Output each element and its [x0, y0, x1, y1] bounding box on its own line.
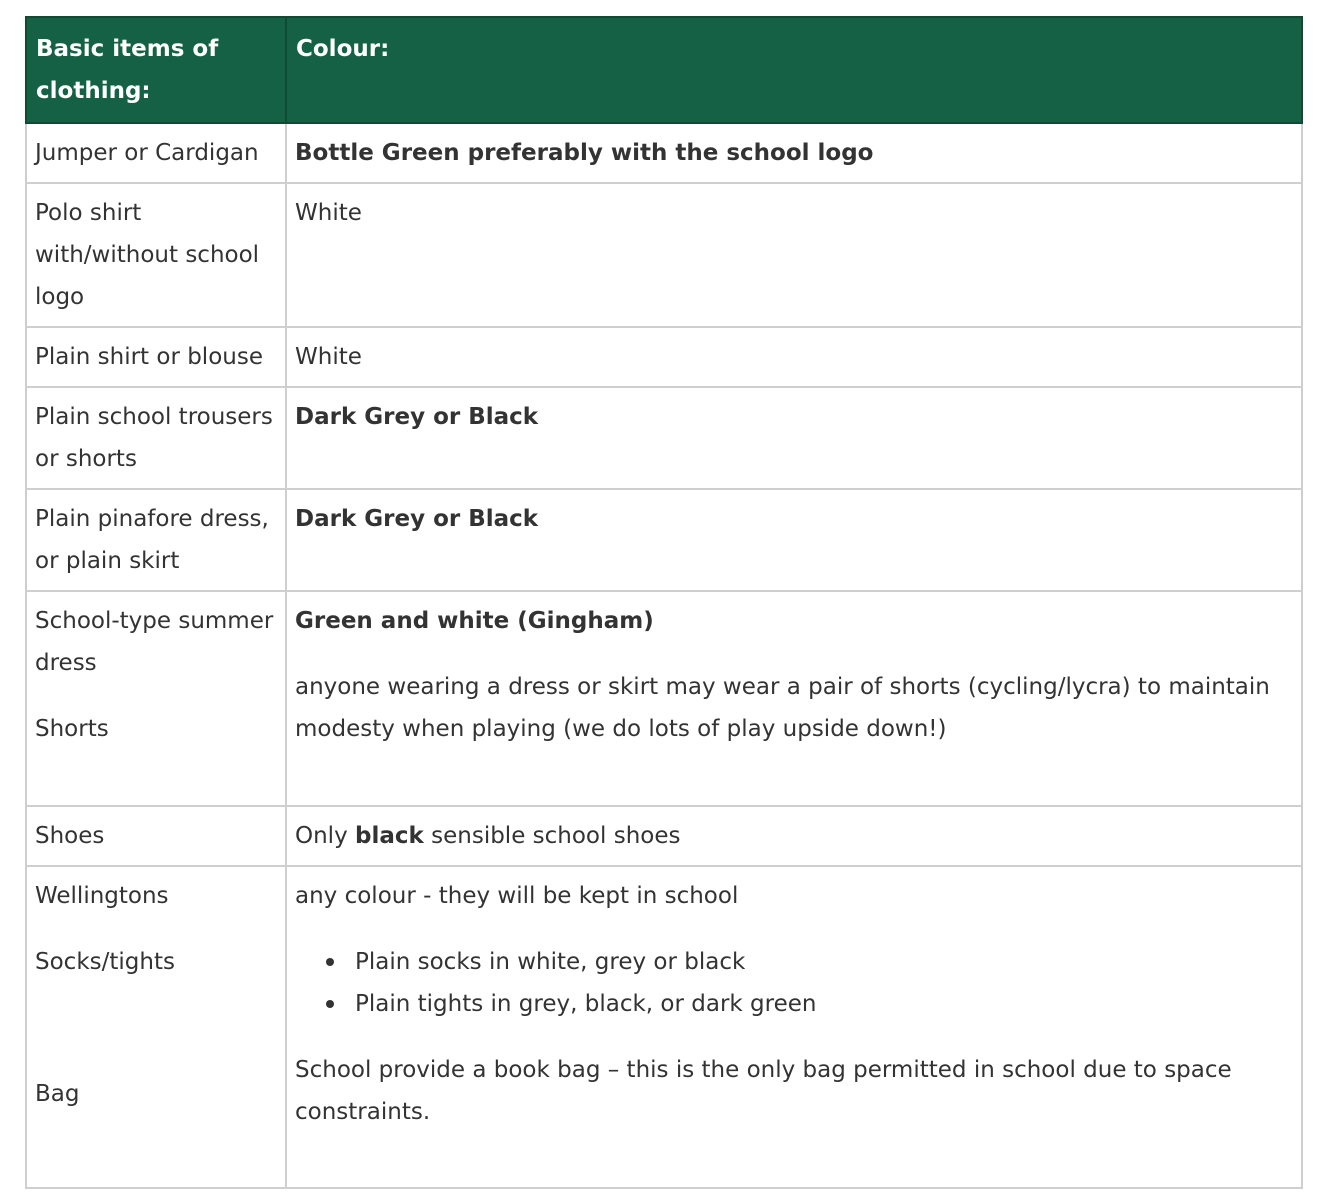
item-bag: Bag	[35, 1081, 80, 1107]
table-row	[26, 806, 1302, 866]
bag-note: School provide a book bag – this is the only bag permitted in school due to space constraints.	[295, 1057, 1232, 1125]
shoes-prefix: Only	[295, 823, 348, 849]
colour-gingham: Green and white (Gingham)	[295, 608, 654, 634]
colour-cell	[286, 591, 1302, 806]
table-row	[26, 387, 1302, 489]
shoes-bold: black	[355, 823, 424, 849]
table-row	[26, 327, 1302, 387]
item-socks-tights: Socks/tights	[35, 949, 175, 975]
table-row	[26, 591, 1302, 806]
item-cell: Polo shirt with/without school logo	[26, 183, 286, 327]
colour-cell: White	[286, 183, 1302, 327]
item-cell: Plain school trousers or shorts	[26, 387, 286, 489]
wellingtons-colour: any colour - they will be kept in school	[295, 883, 739, 909]
header-items: Basic items of clothing:	[26, 17, 286, 123]
colour-cell	[286, 866, 1302, 1188]
table-row	[26, 123, 1302, 183]
socks-list	[295, 941, 1293, 1025]
item-cell	[26, 591, 286, 806]
item-shorts: Shorts	[35, 716, 109, 742]
table-header-row	[26, 17, 1302, 123]
item-cell: Plain pinafore dress, or plain skirt	[26, 489, 286, 591]
colour-cell: Dark Grey or Black	[286, 387, 1302, 489]
table-row	[26, 866, 1302, 1188]
item-summer-dress: School-type summer dress	[35, 608, 274, 676]
colour-cell: Dark Grey or Black	[286, 489, 1302, 591]
item-cell: Plain shirt or blouse	[26, 327, 286, 387]
uniform-table-container	[25, 16, 1301, 1189]
colour-cell	[286, 806, 1302, 866]
colour-cell: Bottle Green preferably with the school logo	[286, 123, 1302, 183]
item-wellingtons: Wellingtons	[35, 883, 169, 909]
colour-cell: White	[286, 327, 1302, 387]
item-cell: Shoes	[26, 806, 286, 866]
item-cell	[26, 866, 286, 1188]
shoes-suffix: sensible school shoes	[431, 823, 681, 849]
table-row	[26, 489, 1302, 591]
list-item: Plain socks in white, grey or black	[355, 941, 1293, 983]
uniform-table	[25, 16, 1303, 1189]
shorts-note: anyone wearing a dress or skirt may wear a pair of shorts (cycling/lycra) to maintain modesty when playing (we do lots of play upside down!)	[295, 674, 1270, 742]
item-cell: Jumper or Cardigan	[26, 123, 286, 183]
header-colour: Colour:	[286, 17, 1302, 123]
table-row	[26, 183, 1302, 327]
list-item: Plain tights in grey, black, or dark green	[355, 983, 1293, 1025]
